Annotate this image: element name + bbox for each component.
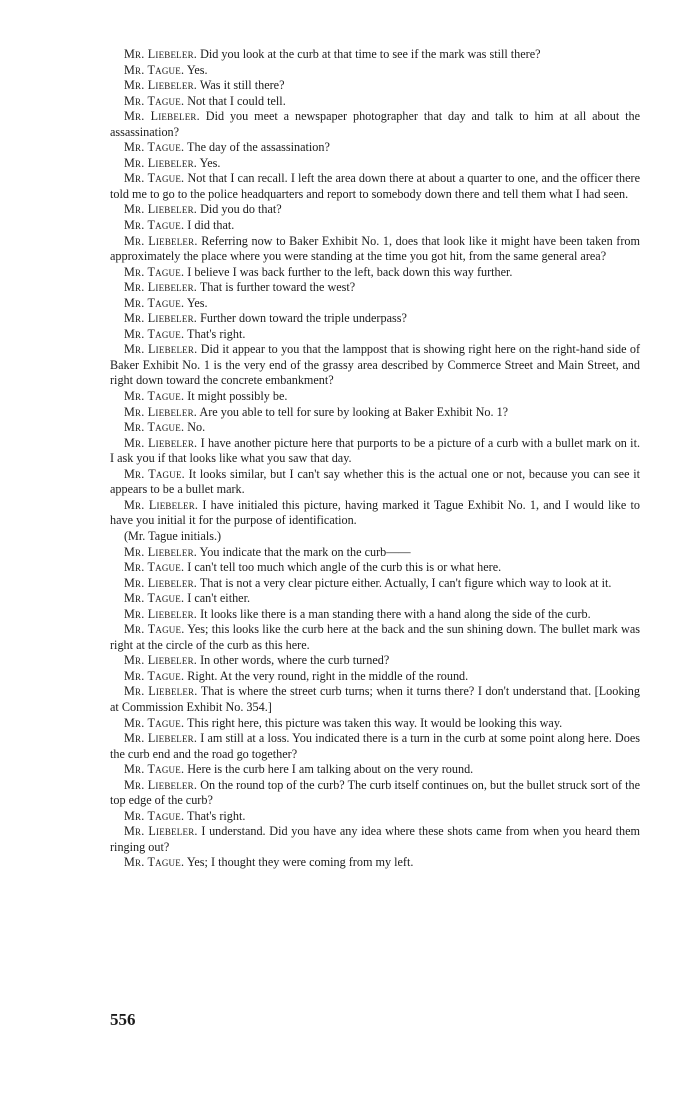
utterance-text: Right. At the very round, right in the middle of the round. xyxy=(187,668,469,683)
utterance-text: Did you look at the curb at that time to see if the mark was still there? xyxy=(200,47,541,61)
utterance-text: I am still at a loss. You indicated there is a turn in the curb at some point along here. Does the curb end and the road go together? xyxy=(110,731,640,761)
speaker-name: Mr. Liebeler. xyxy=(124,731,198,746)
transcript-paragraph xyxy=(110,327,640,343)
transcript-paragraph xyxy=(110,63,640,79)
speaker-name: Mr. Tague. xyxy=(124,218,185,233)
speaker-name: Mr. Liebeler. xyxy=(124,606,198,621)
speaker-name: Mr. Liebeler. xyxy=(124,78,198,93)
utterance-text: This right here, this picture was taken this way. It would be looking this way. xyxy=(187,715,563,730)
speaker-name: Mr. Tague. xyxy=(124,171,185,186)
speaker-name: Mr. Liebeler. xyxy=(124,777,198,792)
transcript-paragraph xyxy=(110,824,640,855)
transcript-paragraph xyxy=(110,855,640,871)
speaker-name: Mr. Liebeler. xyxy=(124,544,198,559)
utterance-text: In other words, where the curb turned? xyxy=(200,653,390,668)
transcript-paragraph xyxy=(110,731,640,762)
speaker-name: Mr. Tague. xyxy=(124,140,185,155)
utterance-text: Did it appear to you that the lamppost that is showing right here on the right-hand side of Baker Exhibit No. 1 is the very end of the grassy area described by Commerce Street and Main Street, and right down toward the concrete embankment? xyxy=(110,342,641,388)
page-number: 556 xyxy=(110,1010,136,1029)
speaker-name: Mr. Liebeler. xyxy=(124,233,198,248)
utterance-text: Yes. xyxy=(186,62,208,77)
transcript-paragraph xyxy=(110,78,640,94)
utterance-text: Yes. xyxy=(199,155,221,170)
speaker-name: Mr. Liebeler. xyxy=(124,311,198,326)
utterance-text: I have another picture here that purports to be a picture of a curb with a bullet mark on it. I ask you if that looks like what you saw that day. xyxy=(110,435,641,466)
transcript-paragraph xyxy=(110,420,640,436)
transcript-paragraph xyxy=(110,218,640,234)
transcript-paragraph xyxy=(110,762,640,778)
utterance-text: That's right. xyxy=(187,808,246,823)
utterance-text: I believe I was back further to the left, back down this way further. xyxy=(187,264,513,279)
utterance-text: I have initialed this picture, having marked it Tague Exhibit No. 1, and I would like to have you initial it for the purpose of identification. xyxy=(110,497,640,528)
utterance-text: Yes. xyxy=(186,295,208,310)
transcript-paragraph xyxy=(110,529,640,545)
speaker-name: Mr. Tague. xyxy=(124,93,185,108)
utterance-text: Are you able to tell for sure by looking at Baker Exhibit No. 1? xyxy=(199,404,509,419)
speaker-name: Mr. Liebeler. xyxy=(124,404,198,419)
utterance-text: That is not a very clear picture either. Actually, I can't figure which way to look at it. xyxy=(199,575,612,590)
transcript-paragraph xyxy=(110,716,640,732)
utterance-text: (Mr. Tague initials.) xyxy=(124,528,222,543)
utterance-text: Here is the curb here I am talking about on the very round. xyxy=(187,762,474,777)
speaker-name: Mr. Liebeler. xyxy=(124,824,198,839)
transcript-paragraph xyxy=(110,202,640,218)
transcript-paragraph xyxy=(110,311,640,327)
speaker-name: Mr. Liebeler. xyxy=(124,497,199,512)
transcript-paragraph xyxy=(110,296,640,312)
utterance-text: Referring now to Baker Exhibit No. 1, does that look like it might have been taken from approximately the place where you were standing at the time you got hit, from the same general area? xyxy=(110,233,640,264)
utterance-text: The day of the assassination? xyxy=(187,140,330,155)
speaker-name: Mr. Tague. xyxy=(124,420,185,435)
utterance-text: Yes; I thought they were coming from my left. xyxy=(186,855,414,870)
transcript-paragraph xyxy=(110,545,640,561)
speaker-name: Mr. Tague. xyxy=(124,808,185,823)
speaker-name: Mr. Liebeler. xyxy=(124,202,198,217)
utterance-text: On the round top of the curb? The curb itself continues on, but the bullet struck sort of the top edge of the curb? xyxy=(110,777,640,808)
utterance-text: I did that. xyxy=(187,218,235,233)
speaker-name: Mr. Tague. xyxy=(124,762,185,777)
utterance-text: Yes; this looks like the curb here at the back and the sun shining down. The bullet mark was right at the circle of the curb as this here. xyxy=(110,622,640,652)
speaker-name: Mr. Tague. xyxy=(124,326,185,341)
speaker-name: Mr. Tague. xyxy=(124,295,185,310)
utterance-text: I understand. Did you have any idea where these shots came from when you heard them ringing out? xyxy=(110,824,640,854)
utterance-text: Was it still there? xyxy=(199,78,285,93)
speaker-name: Mr. Tague. xyxy=(124,264,185,279)
utterance-text: That is further toward the west? xyxy=(199,280,356,295)
speaker-name: Mr. Liebeler. xyxy=(124,280,198,295)
utterance-text: It might possibly be. xyxy=(187,389,288,404)
speaker-name: Mr. Liebeler. xyxy=(124,47,198,61)
speaker-name: Mr. Liebeler. xyxy=(124,109,200,124)
speaker-name: Mr. Liebeler. xyxy=(124,435,198,450)
speaker-name: Mr. Tague. xyxy=(124,715,185,730)
utterance-text: Did you do that? xyxy=(200,202,282,217)
transcript-paragraph xyxy=(110,467,640,498)
transcript-paragraph xyxy=(110,265,640,281)
utterance-text: Not that I could tell. xyxy=(187,93,286,108)
speaker-name: Mr. Liebeler. xyxy=(124,653,198,668)
speaker-name: Mr. Liebeler. xyxy=(124,155,198,170)
speaker-name: Mr. Tague. xyxy=(124,62,185,77)
utterance-text: That is where the street curb turns; when it turns there? I don't understand that. [Looking at Commission Exhibit No. 354.] xyxy=(110,684,640,714)
transcript-paragraph xyxy=(110,778,640,809)
utterance-text: It looks similar, but I can't say whether this is the actual one or not, because you can see it appears to be a bullet mark. xyxy=(110,466,641,497)
speaker-name: Mr. Tague. xyxy=(124,389,185,404)
utterance-text: Not that I can recall. I left the area down there at about a quarter to one, and the officer there told me to go to the police headquarters and report to somebody down there and tell them what I had seen. xyxy=(110,171,641,201)
transcript-paragraph xyxy=(110,576,640,592)
speaker-name: Mr. Tague. xyxy=(124,668,185,683)
transcript-paragraph xyxy=(110,47,640,63)
speaker-name: Mr. Tague. xyxy=(124,560,185,575)
transcript-paragraph xyxy=(110,234,640,265)
transcript-paragraph xyxy=(110,389,640,405)
transcript-paragraph xyxy=(110,109,640,140)
speaker-name: Mr. Liebeler. xyxy=(124,575,198,590)
transcript-paragraph xyxy=(110,622,640,653)
utterance-text: Further down toward the triple underpass? xyxy=(200,311,407,326)
utterance-text: That's right. xyxy=(187,326,246,341)
utterance-text: Did you meet a newspaper photographer that day and talk to him at all about the assassination? xyxy=(110,109,640,139)
transcript-paragraph xyxy=(110,669,640,685)
transcript-paragraph xyxy=(110,140,640,156)
utterance-text: You indicate that the mark on the curb—— xyxy=(199,544,411,559)
utterance-text: I can't either. xyxy=(187,591,251,606)
transcript-paragraph xyxy=(110,653,640,669)
utterance-text: No. xyxy=(187,420,206,435)
transcript-paragraph xyxy=(110,342,640,389)
transcript-paragraph xyxy=(110,684,640,715)
utterance-text: It looks like there is a man standing there with a hand along the side of the curb. xyxy=(200,606,591,621)
speaker-name: Mr. Tague. xyxy=(124,466,185,481)
transcript-paragraph xyxy=(110,156,640,172)
transcript-paragraph xyxy=(110,436,640,467)
transcript-paragraph xyxy=(110,94,640,110)
transcript-paragraph xyxy=(110,405,640,421)
speaker-name: Mr. Tague. xyxy=(124,855,185,870)
transcript-paragraph xyxy=(110,560,640,576)
speaker-name: Mr. Liebeler. xyxy=(124,684,198,699)
transcript-paragraph xyxy=(110,280,640,296)
transcript-body xyxy=(110,47,640,871)
speaker-name: Mr. Liebeler. xyxy=(124,342,198,357)
utterance-text: I can't tell too much which angle of the curb this is or what here. xyxy=(187,560,502,575)
transcript-paragraph xyxy=(110,607,640,623)
transcript-paragraph xyxy=(110,498,640,529)
transcript-paragraph xyxy=(110,171,640,202)
transcript-paragraph xyxy=(110,591,640,607)
speaker-name: Mr. Tague. xyxy=(124,622,185,637)
transcript-paragraph xyxy=(110,809,640,825)
speaker-name: Mr. Tague. xyxy=(124,591,185,606)
